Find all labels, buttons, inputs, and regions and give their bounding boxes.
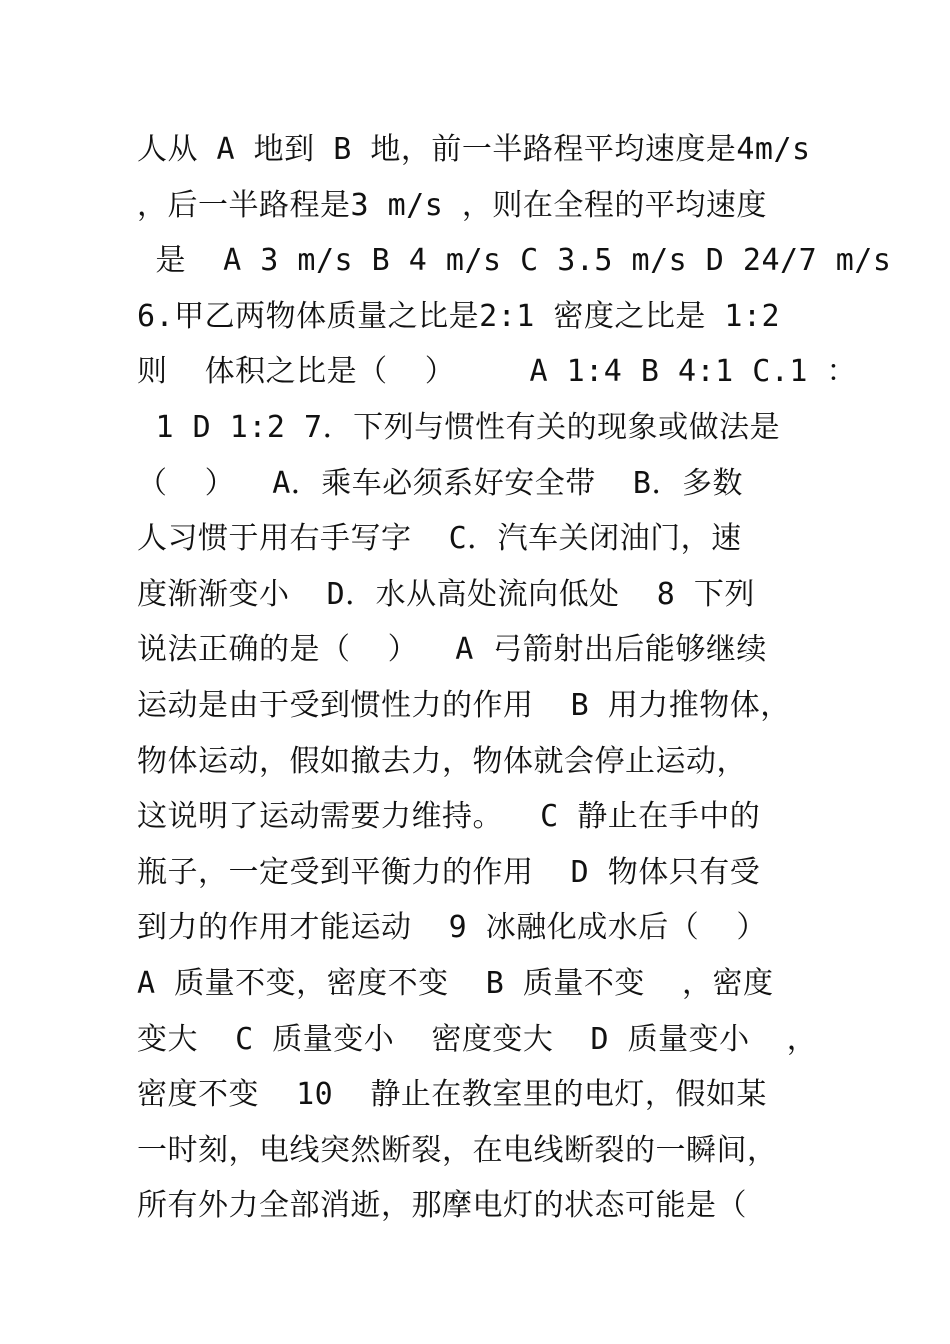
text-line: 运动是由于受到惯性力的作用 B 用力推物体，: [137, 687, 791, 723]
text-line: 密度不变 10 静止在教室里的电灯，假如某: [137, 1077, 767, 1113]
text-line: 6.甲乙两物体质量之比是2:1 密度之比是 1:2: [137, 298, 781, 334]
text-line: 是 A 3 m/s B 4 m/s C 3.5 m/s D 24/7 m/s: [137, 243, 892, 279]
text-line: 度渐渐变小 D．水从高处流向低处 8 下列: [137, 576, 755, 612]
text-line: 瓶子，一定受到平衡力的作用 D 物体只有受: [137, 854, 761, 890]
text-line: 1 D 1:2 7．下列与惯性有关的现象或做法是: [137, 409, 781, 445]
text-line: 人从 A 地到 B 地，前一半路程平均速度是4m/s: [137, 132, 811, 167]
text-line: ，后一半路程是3 m/s ，则在全程的平均速度: [137, 187, 767, 223]
text-line: 人习惯于用右手写字 C．汽车关闭油门，速: [137, 521, 742, 557]
text-line: 这说明了运动需要力维持。 C 静止在手中的: [137, 799, 761, 835]
text-line: （ ） A．乘车必须系好安全带 B．多数: [137, 465, 743, 501]
text-line: 物体运动，假如撤去力，物体就会停止运动，: [137, 743, 747, 779]
text-line: 一时刻，电线突然断裂，在电线断裂的一瞬间，: [137, 1132, 778, 1168]
text-line: 到力的作用才能运动 9 冰融化成水后（ ）: [137, 910, 767, 946]
text-line: A 质量不变，密度不变 B 质量不变 ，密度: [137, 965, 774, 1001]
text-line: 所有外力全部消逝，那摩电灯的状态可能是（: [137, 1188, 747, 1224]
document-body: [137, 122, 892, 1234]
text-line: 则 体积之比是（ ） A 1:4 B 4:1 C.1 ：: [137, 354, 857, 390]
text-line: 说法正确的是（ ） A 弓箭射出后能够继续: [137, 632, 767, 668]
text-line: 变大 C 质量变小 密度变大 D 质量变小 ，: [137, 1021, 818, 1057]
